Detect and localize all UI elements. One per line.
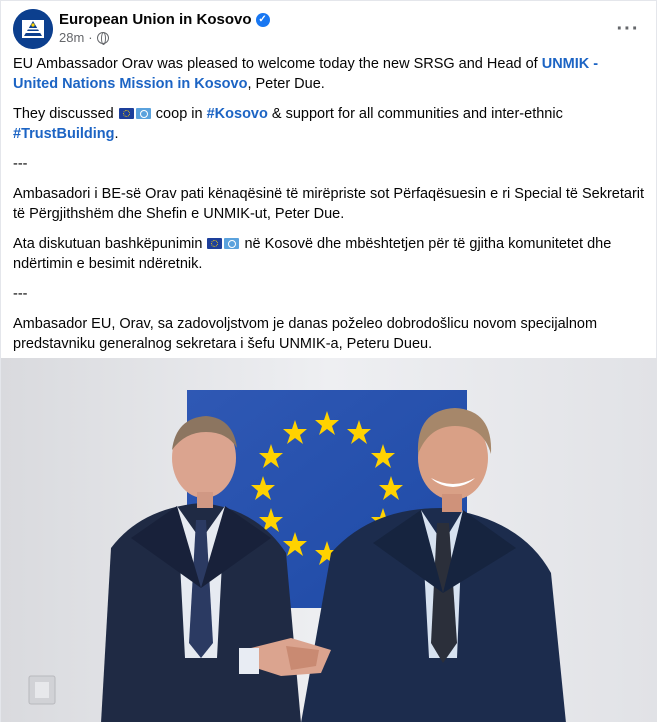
un-flag-emoji-icon — [224, 238, 239, 249]
text-span: Ata diskutuan bashkëpunimin — [13, 236, 207, 252]
page-name[interactable] — [59, 11, 270, 28]
paragraph-albanian-2 — [13, 234, 647, 274]
text-span: & support for all communities and inter-ethnic — [267, 106, 563, 122]
hashtag-kosovo[interactable]: #Kosovo — [206, 106, 268, 122]
paragraph-english-2 — [13, 104, 647, 144]
separator-dot: · — [88, 30, 93, 45]
separator-2: --- — [13, 286, 28, 302]
text-span: . — [114, 126, 119, 142]
unmik-link[interactable]: UNMIK - United Nations Mission in Kosovo — [13, 56, 599, 92]
post-timestamp[interactable]: 28m — [59, 30, 85, 45]
post-header — [13, 9, 644, 49]
post-meta — [59, 30, 109, 45]
more-options-icon[interactable]: ··· — [616, 17, 640, 40]
paragraph-serbian-1: Ambasador EU, Orav, sa zadovoljstvom je danas poželeo dobrodošlicu novom specijalnom predstavniku generalnog sekretara i šefu UNMIK-a, Peteru Dueu. — [13, 316, 598, 352]
text-span: në Kosovë dhe mbështetjen për të gjitha komunitetet dhe ndërtimin e besimit ndëretnik. — [13, 236, 612, 272]
text-span: They discussed — [13, 106, 118, 122]
hashtag-trustbuilding[interactable]: #TrustBuilding — [13, 126, 115, 142]
paragraph-albanian-1: Ambasadori i BE-së Orav pati kënaqësinë të mirëpriste sot Përfaqësuesin e ri Special të Sekretarit të Përgjithshëm dhe Shefin e UNMIK-ut, Peter Due. — [13, 186, 645, 222]
text-span: , Peter Due. — [247, 76, 325, 92]
text-span: coop in — [151, 106, 207, 122]
globe-icon[interactable] — [97, 32, 109, 44]
eu-flag-emoji-icon — [207, 238, 222, 249]
text-span: EU Ambassador Orav was pleased to welcome today the new SRSG and Head of — [13, 56, 542, 72]
eu-kosovo-logo-icon — [13, 9, 53, 49]
un-flag-emoji-icon — [136, 108, 151, 119]
page-name-text[interactable]: European Union in Kosovo — [59, 11, 252, 28]
separator-1: --- — [13, 156, 28, 172]
verified-badge-icon: ✓ — [256, 13, 270, 27]
photo-illustration — [1, 358, 657, 722]
paragraph-english-1 — [13, 54, 647, 94]
page-avatar[interactable] — [13, 9, 53, 49]
post-photo[interactable] — [1, 358, 657, 722]
eu-flag-emoji-icon — [119, 108, 134, 119]
